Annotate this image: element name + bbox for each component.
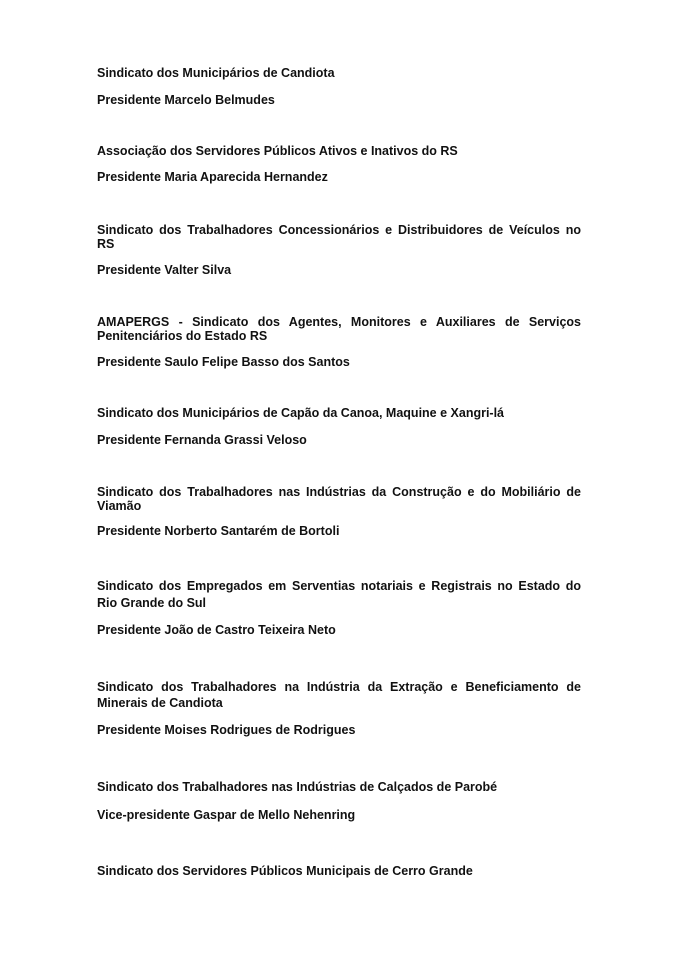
organization-name: AMAPERGS - Sindicato dos Agentes, Monitores e Auxiliares de Serviços Penitenciários do Estado RS: [97, 315, 581, 343]
entry-4: [97, 315, 581, 369]
representative-name: Presidente Saulo Felipe Basso dos Santos: [97, 355, 350, 369]
organization-name: Sindicato dos Trabalhadores Concessionários e Distribuidores de Veículos no RS: [97, 223, 581, 251]
representative-name: Presidente Moises Rodrigues de Rodrigues: [97, 723, 356, 737]
entry-8: [97, 679, 581, 737]
entry-1: [97, 66, 581, 107]
organization-name: Associação dos Servidores Públicos Ativos e Inativos do RS: [97, 144, 458, 158]
entry-3: [97, 223, 581, 277]
entry-7: [97, 578, 581, 637]
representative-name: Presidente Maria Aparecida Hernandez: [97, 170, 328, 184]
entry-2: [97, 144, 581, 184]
entry-9: [97, 780, 581, 822]
entry-10: [97, 864, 581, 878]
representative-name: Presidente João de Castro Teixeira Neto: [97, 623, 336, 637]
organization-name: Sindicato dos Trabalhadores nas Indústrias da Construção e do Mobiliário de Viamão: [97, 485, 581, 513]
entry-6: [97, 485, 581, 538]
representative-name: Presidente Valter Silva: [97, 263, 232, 277]
organization-name: Sindicato dos Municipários de Candiota: [97, 66, 335, 80]
representative-name: Presidente Norberto Santarém de Bortoli: [97, 524, 340, 538]
organization-name: Sindicato dos Trabalhadores na Indústria da Extração e Beneficiamento de Minerais de Candiota: [97, 680, 581, 710]
organization-name: Sindicato dos Trabalhadores nas Indústrias de Calçados de Parobé: [97, 780, 498, 794]
representative-name: Vice-presidente Gaspar de Mello Nehenring: [97, 808, 356, 822]
entry-5: [97, 406, 581, 447]
representative-name: Presidente Fernanda Grassi Veloso: [97, 433, 307, 447]
organization-name: Sindicato dos Municipários de Capão da Canoa, Maquine e Xangri-lá: [97, 406, 505, 420]
representative-name: Presidente Marcelo Belmudes: [97, 93, 275, 107]
organization-name: Sindicato dos Servidores Públicos Municipais de Cerro Grande: [97, 864, 473, 878]
organization-name: Sindicato dos Empregados em Serventias notariais e Registrais no Estado do Rio Grande do Sul: [97, 579, 581, 610]
